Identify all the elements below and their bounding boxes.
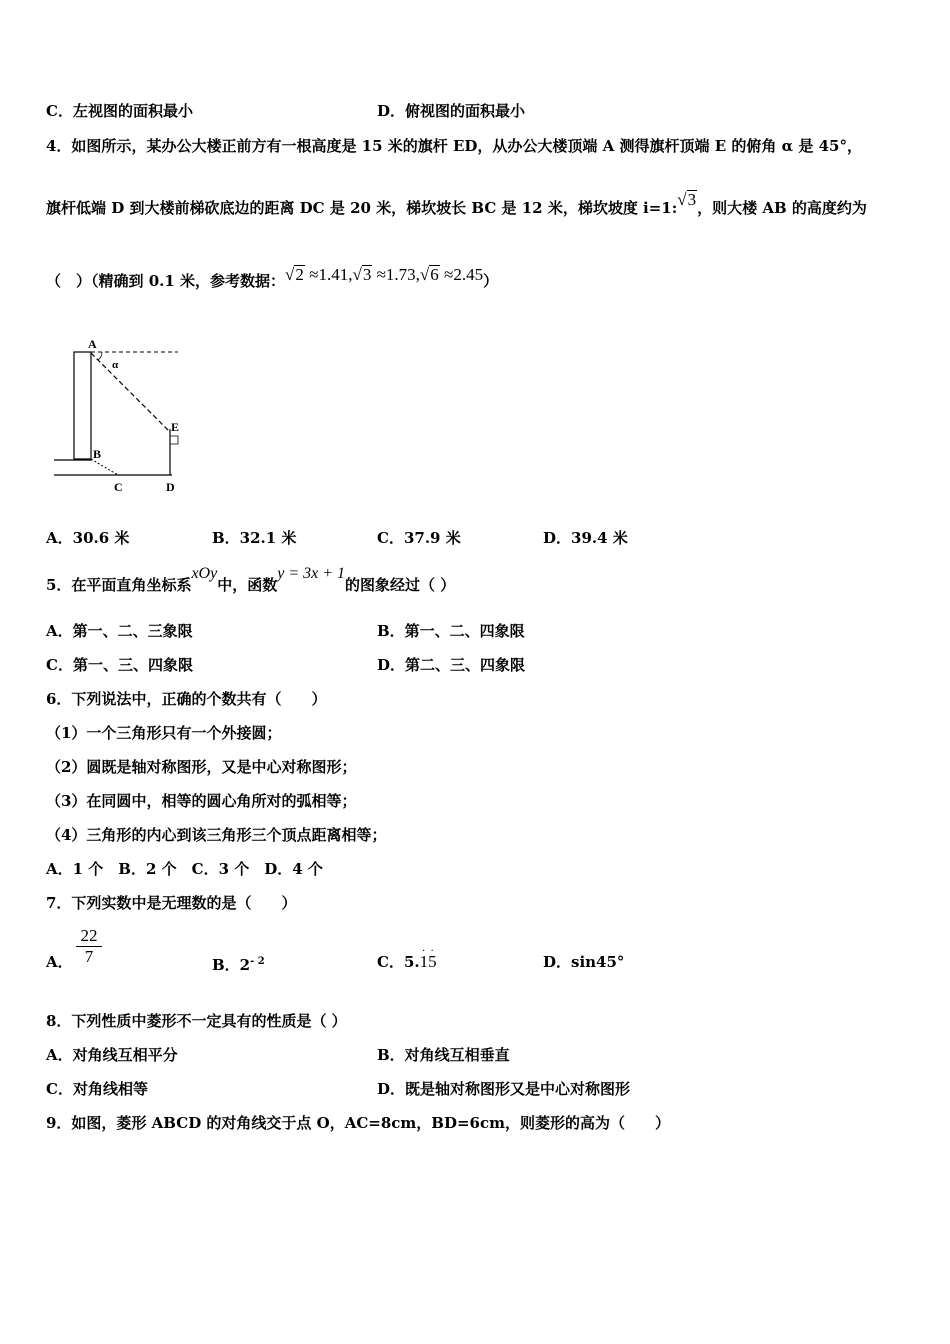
q4-stem-line1: 4．如图所示，某办公大楼正前方有一根高度是 15 米的旗杆 ED，从办公大楼顶端 A 测得旗杆顶端 E 的俯角 α 是 45°， xyxy=(46,137,862,155)
q5-option-a: A．第一、二、三象限 xyxy=(46,622,193,640)
q3-option-c: C．左视图的面积最小 xyxy=(46,102,193,120)
label-c: C xyxy=(114,480,123,494)
q8-option-b: B．对角线互相垂直 xyxy=(377,1046,510,1064)
q4-option-d: D．39.4 米 xyxy=(543,529,628,547)
q6-statement-3: （3）在同圆中，相等的圆心角所对的弧相等； xyxy=(46,792,357,810)
q4-stem-line3: （ ）（精确到 0.1 米，参考数据：√2 ≈1.41,√3 ≈1.73,√6 ≈2.45） xyxy=(46,265,499,290)
q4-stem-line2: 旗杆低端 D 到大楼前梯砍底边的距离 DC 是 20 米，梯坎坡长 BC 是 12 米，梯坎坡度 i=1:√3，则大楼 AB 的高度约为 xyxy=(46,190,867,217)
q9-stem: 9．如图，菱形 ABCD 的对角线交于点 O，AC=8cm，BD=6cm，则菱形的高为（ ） xyxy=(46,1114,670,1132)
q7-option-d: D．sin45° xyxy=(543,953,625,971)
q5-function: y = 3x + 1 xyxy=(277,565,346,582)
label-a: A xyxy=(88,337,97,351)
label-d: D xyxy=(166,480,175,494)
flag xyxy=(170,436,178,444)
q6-statement-2: （2）圆既是轴对称图形，又是中心对称图形； xyxy=(46,758,357,776)
q5-option-b: B．第一、二、四象限 xyxy=(377,622,525,640)
q4-reference-formula: √2 ≈1.41,√3 ≈1.73,√6 ≈2.45 xyxy=(285,265,484,284)
q4-option-b: B．32.1 米 xyxy=(212,529,297,547)
q5-option-d: D．第二、三、四象限 xyxy=(377,656,526,674)
q5-option-c: C．第一、三、四象限 xyxy=(46,656,193,674)
q6-statement-4: （4）三角形的内心到该三角形三个顶点距离相等； xyxy=(46,826,387,844)
q7-option-a-label: A． xyxy=(46,953,73,971)
q8-option-d: D．既是轴对称图形又是中心对称图形 xyxy=(377,1080,631,1098)
building-shape xyxy=(74,352,91,459)
label-alpha: α xyxy=(112,359,119,371)
q3-option-d: D．俯视图的面积最小 xyxy=(377,102,526,120)
q8-option-a: A．对角线互相平分 xyxy=(46,1046,178,1064)
q8-stem: 8．下列性质中菱形不一定具有的性质是（ ） xyxy=(46,1012,347,1030)
label-e: E xyxy=(171,420,180,434)
q5-stem: 5．在平面直角坐标系xOy中，函数y = 3x + 1的图象经过（ ） xyxy=(46,565,456,594)
q7-option-b: B．$2^{- 2}$ xyxy=(212,956,265,974)
q7-option-a-fraction: $\frac{22}{7}$ xyxy=(76,926,102,967)
q4-building-figure xyxy=(50,336,190,496)
slope-bc xyxy=(91,459,118,475)
q6-options: A．1 个 B．2 个 C．3 个 D．4 个 xyxy=(46,860,323,878)
q5-coord-system: xOy xyxy=(191,565,218,582)
label-b: B xyxy=(93,447,102,461)
q7-stem: 7．下列实数中是无理数的是（ ） xyxy=(46,894,297,912)
q4-option-a: A．30.6 米 xyxy=(46,529,130,547)
sight-line xyxy=(91,353,169,431)
q6-stem: 6．下列说法中，正确的个数共有（ ） xyxy=(46,690,327,708)
q4-option-c: C．37.9 米 xyxy=(377,529,461,547)
q7-option-c: C．5.· 1· 5 xyxy=(377,952,437,972)
q6-statement-1: （1）一个三角形只有一个外接圆； xyxy=(46,724,282,742)
q8-option-c: C．对角线相等 xyxy=(46,1080,148,1098)
